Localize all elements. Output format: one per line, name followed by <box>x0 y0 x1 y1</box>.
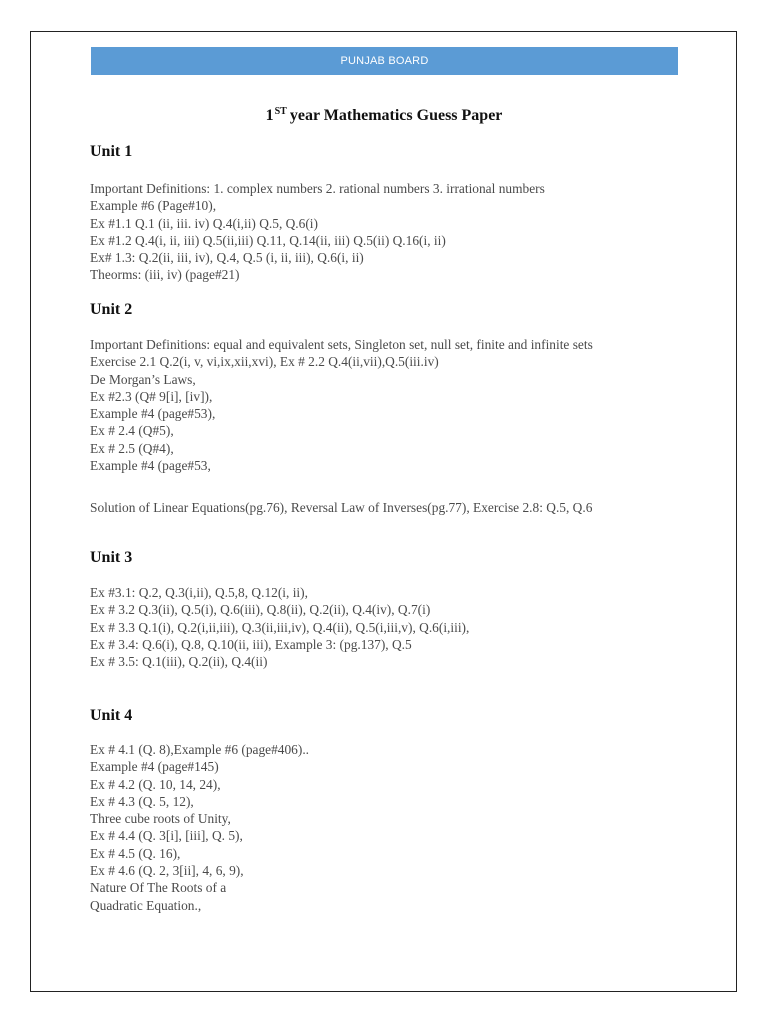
unit-4-line: Quadratic Equation., <box>90 897 202 913</box>
unit-4-line: Ex # 4.2 (Q. 10, 14, 24), <box>90 776 221 792</box>
unit-4-line: Ex # 4.6 (Q. 2, 3[ii], 4, 6, 9), <box>90 863 244 879</box>
unit-3-heading: Unit 3 <box>90 549 133 566</box>
unit-4-line: Ex # 4.5 (Q. 16), <box>90 845 181 861</box>
unit-3-line: Ex # 3.2 Q.3(ii), Q.5(i), Q.6(iii), Q.8(ii), Q.2(ii), Q.4(iv), Q.7(i) <box>90 602 431 618</box>
unit-1-lines <box>90 180 690 284</box>
unit-3-line: Ex #3.1: Q.2, Q.3(i,ii), Q.5,8, Q.12(i, ii), <box>90 585 308 600</box>
unit-1-line: Ex #1.1 Q.1 (ii, iii. iv) Q.4(i,ii) Q.5, Q.6(i) <box>90 215 318 231</box>
unit-1-line: Theorms: (iii, iv) (page#21) <box>90 267 240 283</box>
document-title <box>90 106 678 125</box>
unit-4-line: Example #4 (page#145) <box>90 759 219 775</box>
unit-4-line: Ex # 4.4 (Q. 3[i], [iii], Q. 5), <box>90 828 243 844</box>
unit-4-line: Nature Of The Roots of a <box>90 880 227 896</box>
unit-2-line: Example #4 (page#53), <box>90 406 216 422</box>
unit-1-line: Ex #1.2 Q.4(i, ii, iii) Q.5(ii,iii) Q.11, Q.14(ii, iii) Q.5(ii) Q.16(i, ii) <box>90 232 446 248</box>
unit-1-heading: Unit 1 <box>90 143 133 160</box>
unit-4-line: Three cube roots of Unity, <box>90 811 231 827</box>
unit-2-line: Ex # 2.5 (Q#4), <box>90 440 174 456</box>
unit-2-line: Exercise 2.1 Q.2(i, v, vi,ix,xii,xvi), Ex # 2.2 Q.4(ii,vii),Q.5(iii.iv) <box>90 354 439 370</box>
document-page <box>30 31 737 992</box>
unit-2-line: Ex #2.3 (Q# 9[i], [iv]), <box>90 388 213 404</box>
unit-2-line: Important Definitions: equal and equivalent sets, Singleton set, null set, finite and infinite sets <box>90 337 593 352</box>
unit-1-line: Example #6 (Page#10), <box>90 198 217 214</box>
unit-4-line: Ex # 4.3 (Q. 5, 12), <box>90 793 194 809</box>
title-number: 1 <box>265 107 274 124</box>
unit-4-lines <box>90 741 690 914</box>
unit-1-line: Ex# 1.3: Q.2(ii, iii, iv), Q.4, Q.5 (i, ii, iii), Q.6(i, ii) <box>90 250 364 266</box>
title-text: year Mathematics Guess Paper <box>289 107 503 124</box>
title-superscript: ST <box>274 106 287 117</box>
unit-3-lines <box>90 584 690 670</box>
unit-2-heading: Unit 2 <box>90 301 133 318</box>
unit-2-extra-line: Solution of Linear Equations(pg.76), Reversal Law of Inverses(pg.77), Exercise 2.8: Q.5, Q.6 <box>90 500 593 515</box>
unit-3-line: Ex # 3.4: Q.6(i), Q.8, Q.10(ii, iii), Example 3: (pg.137), Q.5 <box>90 636 412 652</box>
unit-4-line: Ex # 4.1 (Q. 8),Example #6 (page#406).. <box>90 742 310 757</box>
unit-3-line: Ex # 3.5: Q.1(iii), Q.2(ii), Q.4(ii) <box>90 654 268 670</box>
unit-1-line: Important Definitions: 1. complex numbers 2. rational numbers 3. irrational numbers <box>90 181 545 196</box>
header-banner: PUNJAB BOARD <box>91 47 678 75</box>
unit-2-line: Ex # 2.4 (Q#5), <box>90 423 174 439</box>
unit-2-line: Example #4 (page#53, <box>90 458 211 474</box>
unit-2-line: De Morgan’s Laws, <box>90 371 196 387</box>
unit-2-lines <box>90 336 690 474</box>
unit-4-heading: Unit 4 <box>90 707 133 724</box>
unit-3-line: Ex # 3.3 Q.1(i), Q.2(i,ii,iii), Q.3(ii,iii,iv), Q.4(ii), Q.5(i,iii,v), Q.6(i,iii), <box>90 619 470 635</box>
